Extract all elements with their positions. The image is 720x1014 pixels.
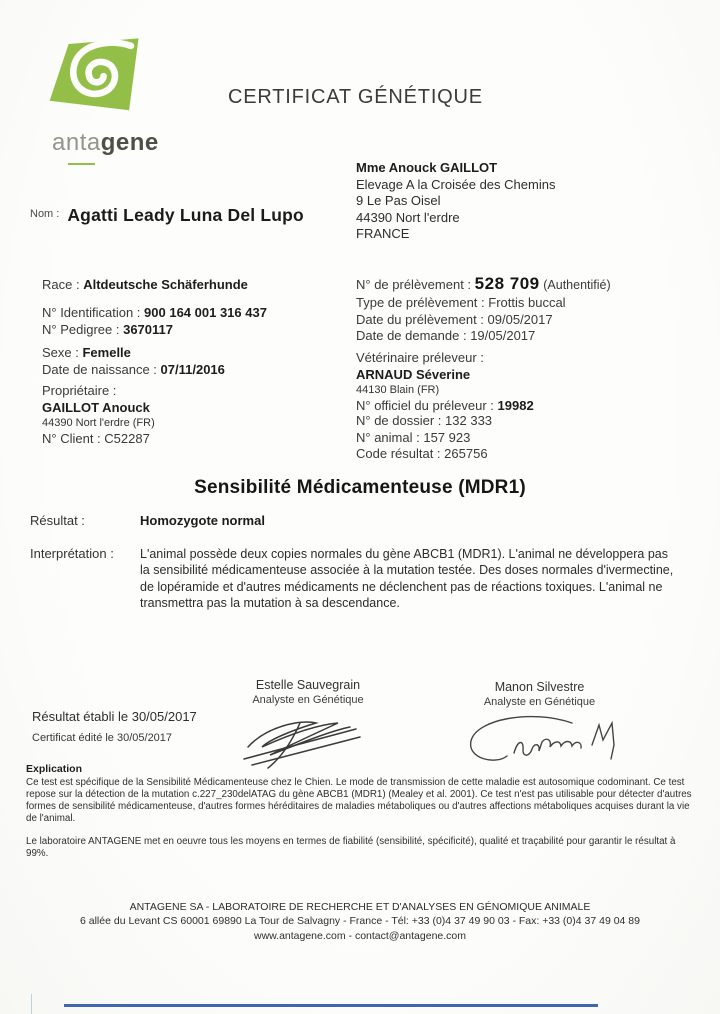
interpretation-label: Interprétation :: [30, 546, 114, 561]
result-code-value: 265756: [444, 446, 488, 461]
antagene-swirl-icon: [44, 36, 148, 122]
sex-birth-block: [42, 345, 225, 378]
sample-date-label: Date du prélèvement :: [356, 311, 484, 327]
explanation-section: [26, 763, 700, 859]
owner-block: [42, 383, 155, 448]
recipient-line: 44390 Nort l'erdre: [356, 209, 460, 225]
antagene-wordmark: [52, 129, 164, 157]
file-number-label: N° de dossier :: [356, 413, 442, 428]
certificate-issued-date: Certificat édité le 30/05/2017: [32, 732, 173, 744]
identification-block: [42, 305, 267, 338]
analyst-name: Manon Silvestre: [494, 680, 585, 694]
recipient-line: FRANCE: [356, 226, 410, 242]
footer-contact: www.antagene.com - contact@antagene.com: [253, 929, 467, 942]
logo-underline: [68, 163, 95, 165]
dog-name: Agatti Leady Luna Del Lupo: [67, 205, 304, 225]
analyst-role: Analyste en Génétique: [483, 696, 596, 708]
bottom-accent-line: [64, 1004, 598, 1007]
pedigree-label: N° Pedigree :: [42, 321, 120, 337]
identification-value: 900 164 001 316 437: [144, 305, 267, 320]
wordmark-anta: anta: [52, 129, 101, 156]
sample-authenticated: (Authentifié): [543, 278, 611, 292]
veterinarian-label: Vétérinaire préleveur :: [356, 350, 484, 365]
scan-artifact: [31, 994, 32, 1014]
veterinarian-name: ARNAUD Séverine: [356, 366, 471, 382]
veterinarian-address: 44130 Blain (FR): [356, 384, 440, 396]
sexe-value: Femelle: [82, 345, 131, 360]
pedigree-value: 3670117: [123, 321, 173, 337]
signature-block-estelle: [228, 678, 388, 774]
explanation-guarantee: Le laboratoire ANTAGENE met en oeuvre tous les moyens en termes de fiabilité (sensibilité, spécificité), qualité et traçabilité pour garantir le résultat à 99%.: [26, 835, 676, 859]
file-number-value: 132 333: [445, 413, 493, 428]
sample-number-value: 528 709: [474, 274, 540, 293]
race-value: Altdeutsche Schäferhunde: [83, 277, 248, 292]
request-date-label: Date de demande :: [356, 328, 467, 343]
sexe-label: Sexe :: [42, 345, 79, 360]
animal-number-value: 157 923: [423, 429, 471, 445]
owner-label: Propriétaire :: [42, 383, 117, 398]
sample-type-value: Frottis buccal: [488, 295, 566, 310]
recipient-name: Mme Anouck GAILLOT: [356, 160, 498, 175]
sample-type-label: Type de prélèvement :: [356, 295, 485, 310]
race-row: [42, 277, 248, 294]
result-label: Résultat :: [30, 513, 85, 528]
sample-number-label: N° de prélèvement :: [356, 277, 472, 292]
interpretation-text: L'animal possède deux copies normales du gène ABCB1 (MDR1). L'animal ne développera pas la sensibilité médicamenteuse associée à la mutation testée. Des doses normales d'ivermectine, de lopéramide et d'autres médicaments ne déclenchent pas de réactions toxiques. L'animal ne transmettra pas la mutation à sa descendance.: [140, 547, 674, 611]
client-number-value: C52287: [104, 431, 150, 446]
recipient-line: Elevage A la Croisée des Chemins: [356, 176, 556, 192]
client-number-label: N° Client :: [42, 431, 101, 446]
signature-block-manon: [452, 680, 627, 776]
request-date-value: 19/05/2017: [470, 328, 536, 343]
dog-name-row: [30, 205, 304, 226]
file-numbers-block: [356, 413, 492, 463]
birthdate-label: Date de naissance :: [42, 361, 157, 377]
footer-company: ANTAGENE SA - LABORATOIRE DE RECHERCHE ET D'ANALYSES EN GÉNOMIQUE ANIMALE: [129, 901, 591, 913]
test-title: Sensibilité Médicamenteuse (MDR1): [194, 477, 526, 498]
birthdate-value: 07/11/2016: [160, 361, 225, 377]
owner-name: GAILLOT Anouck: [42, 399, 150, 415]
certificate-title: CERTIFICAT GÉNÉTIQUE: [228, 86, 483, 108]
animal-number-label: N° animal :: [356, 429, 420, 445]
veterinarian-block: [356, 350, 534, 415]
identification-label: N° Identification :: [42, 305, 141, 320]
result-established-date: Résultat établi le 30/05/2017: [32, 709, 197, 724]
explanation-paragraph: Ce test est spécifique de la Sensibilité Médicamenteuse chez le Chien. Le mode de transmission de cette maladie est autosomique codominant. Ce test repose sur la détection de la mutation c.227_230delATAG du gène ABCB1 (MDR1) (Mealey et al. 2001). Ce test n'est pas utilisable pour détecter d'autres formes de sensibilité médicamenteuse, d'autres formes héréditaires de maladies métaboliques ou d'autres affections métaboliques acquises durant la vie de l'animal.: [26, 777, 692, 824]
collector-number-label: N° officiel du préleveur :: [356, 398, 494, 413]
race-label: Race :: [42, 277, 80, 292]
signature-estelle-icon: [238, 711, 378, 769]
result-code-label: Code résultat :: [356, 446, 441, 461]
footer-address: 6 allée du Levant CS 60001 69890 La Tour de Salvagny - France - Tél: +33 (0)4 37 49 90 03 - Fax: +33 (0)4 37 49 04 89: [80, 915, 640, 928]
dog-name-label: Nom :: [30, 208, 60, 220]
sample-block: [356, 274, 611, 345]
antagene-logo: [44, 36, 164, 165]
recipient-line: 9 Le Pas Oisel: [356, 193, 441, 209]
analyst-name: Estelle Sauvegrain: [255, 678, 361, 692]
wordmark-gene: gene: [100, 129, 159, 156]
collector-number-value: 19982: [497, 398, 534, 413]
sample-date-value: 09/05/2017: [487, 311, 553, 327]
result-value: Homozygote normal: [140, 513, 265, 528]
recipient-address: [356, 160, 555, 243]
explanation-title: Explication: [26, 763, 83, 775]
owner-address: 44390 Nort l'erdre (FR): [42, 417, 155, 429]
analyst-role: Analyste en Génétique: [252, 694, 364, 706]
footer: [0, 900, 720, 943]
